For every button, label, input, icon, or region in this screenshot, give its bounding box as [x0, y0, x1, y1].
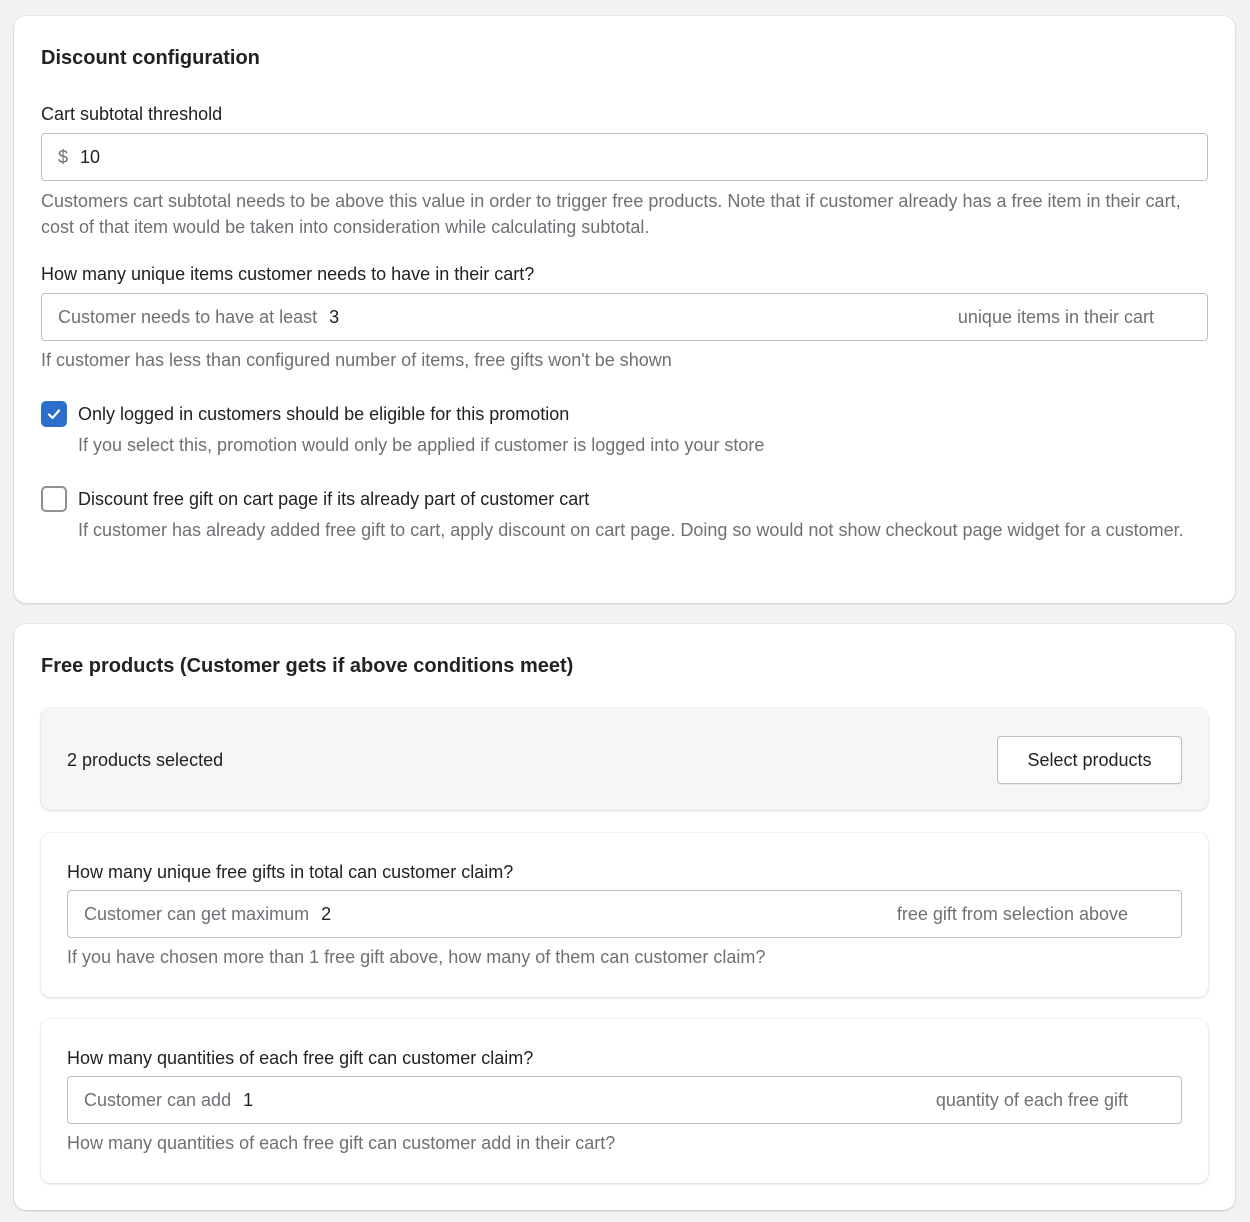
threshold-label: Cart subtotal threshold	[41, 104, 223, 124]
gift-quantity-suffix: quantity of each free gift	[935, 1089, 1128, 1110]
unique-items-label: How many unique items customer needs to have in their cart?	[41, 264, 535, 284]
unique-gifts-suffix: free gift from selection above	[896, 903, 1128, 924]
unique-gifts-help-text: If you have chosen more than 1 free gift above, how many of them can customer claim?	[67, 947, 766, 967]
unique-gifts-value[interactable]: 2	[321, 903, 332, 924]
card-title: Discount configuration	[41, 47, 260, 69]
gift-quantity-prefix: Customer can add	[84, 1089, 232, 1110]
unique-items-suffix: unique items in their cart	[957, 306, 1154, 327]
gift-quantity-label: How many quantities of each free gift can customer claim?	[67, 1048, 534, 1068]
unique-items-help-text: If customer has less than configured number of items, free gifts won't be shown	[41, 350, 672, 370]
product-selection-panel	[41, 708, 1208, 810]
logged-in-checkbox[interactable]	[41, 401, 67, 427]
cart-discount-checkbox-row[interactable]	[41, 486, 589, 512]
checkmark-icon	[46, 406, 62, 422]
free-products-card	[14, 624, 1235, 1210]
gift-quantity-input[interactable]	[67, 1076, 1182, 1124]
discount-configuration-card	[14, 16, 1235, 603]
gift-quantity-value[interactable]: 1	[243, 1089, 254, 1110]
card-title: Free products (Customer gets if above conditions meet)	[41, 655, 574, 677]
threshold-input[interactable]	[41, 133, 1208, 181]
unique-gifts-panel	[41, 833, 1208, 997]
unique-items-input[interactable]	[41, 293, 1208, 341]
logged-in-checkbox-label[interactable]: Only logged in customers should be eligible for this promotion	[78, 403, 570, 424]
threshold-value[interactable]: 10	[80, 146, 101, 167]
cart-discount-help-text: If customer has already added free gift to cart, apply discount on cart page. Doing so would not show checkout page widget for a customer.	[78, 520, 1184, 540]
gift-quantity-help-text: How many quantities of each free gift can customer add in their cart?	[67, 1133, 616, 1153]
unique-items-value[interactable]: 3	[329, 306, 340, 327]
select-products-button[interactable]: Select products	[997, 736, 1182, 784]
threshold-help-text: Customers cart subtotal needs to be above this value in order to trigger free products. Note that if customer already has a free item in their cart, cost of that item would be taken into consideration while calculating subtotal.	[41, 191, 1181, 237]
logged-in-help-text: If you select this, promotion would only be applied if customer is logged into your store	[78, 435, 765, 455]
cart-discount-checkbox-label[interactable]: Discount free gift on cart page if its already part of customer cart	[78, 488, 590, 509]
gift-quantity-panel	[41, 1019, 1208, 1183]
unique-items-prefix: Customer needs to have at least	[58, 306, 318, 327]
unique-gifts-prefix: Customer can get maximum	[84, 903, 310, 924]
unique-gifts-label: How many unique free gifts in total can customer claim?	[67, 862, 514, 882]
unique-gifts-input[interactable]	[67, 890, 1182, 938]
logged-in-checkbox-row[interactable]	[41, 401, 569, 427]
cart-discount-checkbox[interactable]	[41, 486, 67, 512]
currency-prefix: $	[58, 146, 69, 167]
products-selected-count: 2 products selected	[67, 750, 224, 770]
